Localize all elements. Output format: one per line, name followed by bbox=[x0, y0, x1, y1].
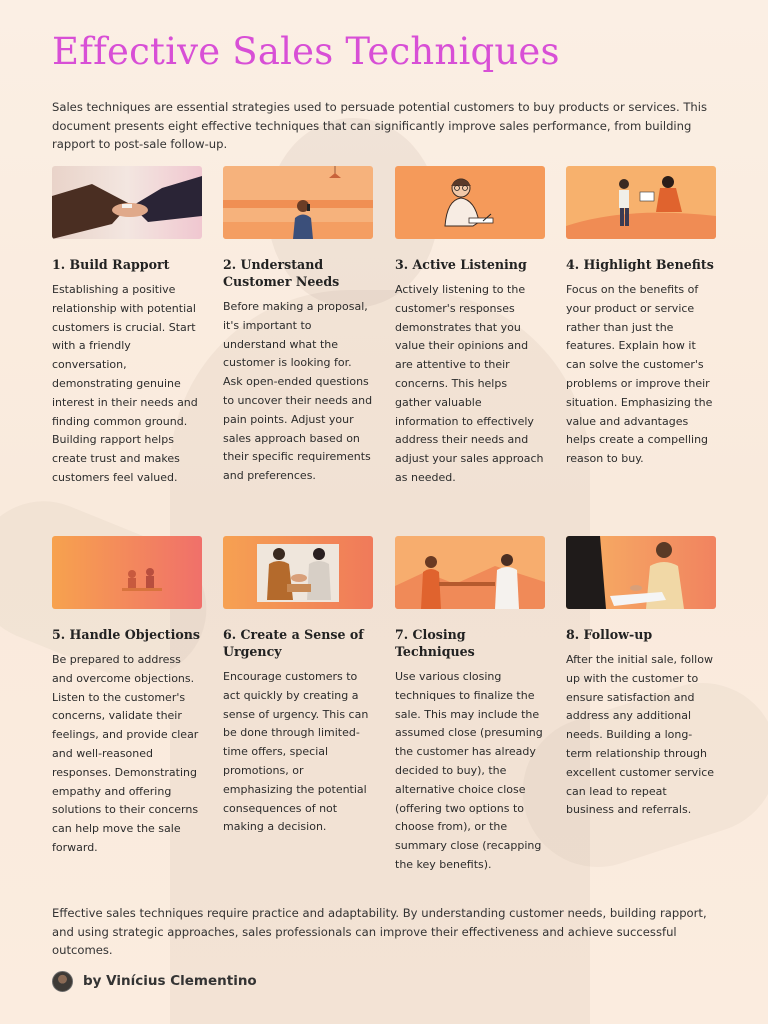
technique-description: Actively listening to the customer's responses demonstrates that you value their opinions and are attentive to their concerns. This helps gather valuable information to effectively address their needs and adjust your sales approach as needed. bbox=[395, 283, 544, 484]
technique-title: 2. Understand Customer Needs bbox=[223, 257, 340, 289]
technique-card-3 bbox=[395, 166, 545, 488]
technique-card-5 bbox=[52, 536, 202, 858]
meeting-silhouettes-illustration bbox=[52, 536, 202, 609]
intro-paragraph: Sales techniques are essential strategies used to persuade potential customers to buy products or services. This document presents eight effective techniques that can significantly improve sales performance, from building rapport to post-sale follow-up. bbox=[52, 100, 708, 151]
men-handshake-illustration bbox=[395, 536, 545, 609]
woman-listening-illustration bbox=[395, 166, 545, 239]
technique-title: 1. Build Rapport bbox=[52, 257, 170, 272]
technique-description: Before making a proposal, it's important to understand what the customer is looking for. Ask open-ended questions to uncover their needs and pain points. Adjust your sales approach based on their specific requirements and preferences. bbox=[223, 300, 373, 483]
technique-description: Establishing a positive relationship with potential customers is crucial. Start with a friendly conversation, demonstrating genuine interest in their needs and finding common ground. Building rapport helps create trust and makes customers feel valued. bbox=[52, 283, 198, 484]
page-title: Effective Sales Techniques bbox=[52, 30, 560, 73]
handshake-meeting-photo bbox=[223, 536, 373, 609]
technique-description: Use various closing techniques to finalize the sale. This may include the assumed close (presuming the customer has already decided to buy), the alternative choice close (offering two options to choose from), or the summary close (recapping the key benefits). bbox=[395, 670, 543, 871]
technique-description: After the initial sale, follow up with the customer to ensure satisfaction and address any additional needs. Building a long-term relationship through excellent customer service can lead to repeat business and referrals. bbox=[566, 653, 715, 817]
woman-on-phone-illustration bbox=[223, 166, 373, 239]
technique-card-7 bbox=[395, 536, 545, 875]
follow-up-conversation-illustration bbox=[566, 536, 716, 609]
author-byline bbox=[52, 970, 257, 992]
technique-description: Encourage customers to act quickly by creating a sense of urgency. This can be done through limited-time offers, special promotions, or emphasizing the potential consequences of not making a decision. bbox=[223, 670, 369, 834]
technique-card-2 bbox=[223, 166, 373, 486]
technique-card-1 bbox=[52, 166, 202, 488]
technique-description: Focus on the benefits of your product or service rather than just the features. Explain how it can solve the customer's problems or improve their situation. Emphasizing the value and advantages helps create a compelling reason to buy. bbox=[566, 283, 713, 466]
people-exchanging-illustration bbox=[566, 166, 716, 239]
technique-card-4 bbox=[566, 166, 716, 469]
technique-title: 3. Active Listening bbox=[395, 257, 527, 272]
technique-title: 6. Create a Sense of Urgency bbox=[223, 627, 364, 659]
author-name: by Vinícius Clementino bbox=[83, 973, 257, 989]
technique-card-6 bbox=[223, 536, 373, 837]
technique-card-8 bbox=[566, 536, 716, 820]
conclusion-paragraph: Effective sales techniques require practice and adaptability. By understanding customer needs, building rapport, and using strategic approaches, sales professionals can improve their effectiveness and achieve successful outcomes. bbox=[52, 906, 707, 957]
technique-description: Be prepared to address and overcome objections. Listen to the customer's concerns, validate their feelings, and provide clear and well-reasoned responses. Demonstrating empathy and offering solutions to their concerns can help move the sale forward. bbox=[52, 653, 199, 854]
handshake-photo bbox=[52, 166, 202, 239]
technique-title: 7. Closing Techniques bbox=[395, 627, 475, 659]
avatar bbox=[52, 971, 73, 992]
technique-title: 4. Highlight Benefits bbox=[566, 257, 714, 272]
technique-title: 8. Follow-up bbox=[566, 627, 653, 642]
technique-title: 5. Handle Objections bbox=[52, 627, 200, 642]
